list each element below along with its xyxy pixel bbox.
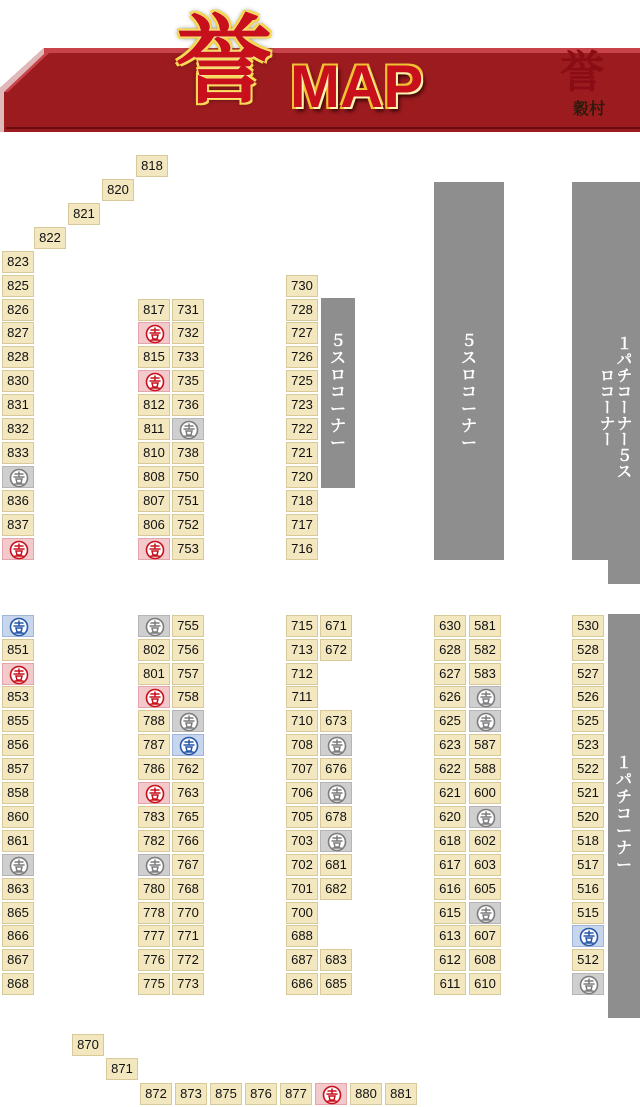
machine-slot[interactable]: 588 bbox=[469, 758, 501, 780]
machine-slot[interactable]: 516 bbox=[572, 878, 604, 900]
emblem-icon bbox=[145, 688, 165, 708]
machine-slot[interactable]: 673 bbox=[320, 710, 352, 732]
machine-slot[interactable]: 685 bbox=[320, 973, 352, 995]
machine-slot[interactable]: 870 bbox=[72, 1034, 104, 1056]
machine-slot[interactable]: 777 bbox=[138, 925, 170, 947]
machine-slot[interactable]: 787 bbox=[138, 734, 170, 756]
machine-slot[interactable]: 707 bbox=[286, 758, 318, 780]
machine-slot[interactable]: 627 bbox=[434, 663, 466, 685]
emblem-icon bbox=[579, 927, 599, 947]
machine-slot[interactable]: 773 bbox=[172, 973, 204, 995]
machine-slot[interactable]: 836 bbox=[2, 490, 34, 512]
machine-slot[interactable]: 735 bbox=[172, 370, 204, 392]
machine-slot[interactable]: 757 bbox=[172, 663, 204, 685]
machine-slot[interactable]: 806 bbox=[138, 514, 170, 536]
machine-slot[interactable]: 620 bbox=[434, 806, 466, 828]
emblem-icon bbox=[476, 904, 496, 924]
zone-label: １パチコーナー５スロコーナー bbox=[597, 335, 633, 479]
zone-1pachi-5slot-tail bbox=[608, 558, 640, 584]
emblem-icon bbox=[179, 712, 199, 732]
emblem-icon bbox=[145, 372, 165, 392]
machine-slot[interactable]: 522 bbox=[572, 758, 604, 780]
homare-emblem-icon[interactable] bbox=[172, 734, 204, 756]
machine-slot[interactable]: 722 bbox=[286, 418, 318, 440]
emblem-icon bbox=[145, 784, 165, 804]
machine-slot[interactable]: 837 bbox=[2, 514, 34, 536]
machine-slot[interactable]: 678 bbox=[320, 806, 352, 828]
machine-slot[interactable]: 817 bbox=[138, 299, 170, 321]
machine-slot[interactable]: 732 bbox=[172, 322, 204, 344]
emblem-icon bbox=[579, 975, 599, 995]
machine-slot[interactable]: 702 bbox=[286, 854, 318, 876]
machine-slot[interactable]: 818 bbox=[136, 155, 168, 177]
machine-slot[interactable]: 858 bbox=[2, 782, 34, 804]
emblem-icon bbox=[327, 832, 347, 852]
machine-slot[interactable]: 802 bbox=[138, 639, 170, 661]
title-kanji: 誉 bbox=[176, 4, 272, 117]
machine-slot[interactable]: 711 bbox=[286, 686, 318, 708]
emblem-icon bbox=[476, 688, 496, 708]
machine-slot[interactable]: 512 bbox=[572, 949, 604, 971]
machine-slot[interactable]: 518 bbox=[572, 830, 604, 852]
machine-slot[interactable]: 710 bbox=[286, 710, 318, 732]
machine-slot[interactable]: 822 bbox=[34, 227, 66, 249]
machine-slot[interactable]: 782 bbox=[138, 830, 170, 852]
machine-slot[interactable]: 628 bbox=[434, 639, 466, 661]
machine-slot[interactable]: 706 bbox=[286, 782, 318, 804]
machine-slot[interactable]: 687 bbox=[286, 949, 318, 971]
logo-kanji: 誉 bbox=[560, 47, 604, 98]
machine-slot[interactable]: 726 bbox=[286, 346, 318, 368]
machine-slot[interactable]: 622 bbox=[434, 758, 466, 780]
machine-slot[interactable]: 608 bbox=[469, 949, 501, 971]
machine-slot[interactable]: 866 bbox=[2, 925, 34, 947]
homare-emblem-icon[interactable] bbox=[2, 663, 34, 685]
machine-slot[interactable]: 626 bbox=[434, 686, 466, 708]
machine-slot[interactable]: 686 bbox=[286, 973, 318, 995]
machine-slot[interactable]: 765 bbox=[172, 806, 204, 828]
machine-slot[interactable]: 871 bbox=[106, 1058, 138, 1080]
machine-slot[interactable]: 877 bbox=[280, 1083, 312, 1105]
machine-slot[interactable]: 712 bbox=[286, 663, 318, 685]
machine-slot[interactable]: 526 bbox=[572, 686, 604, 708]
homare-emblem-icon[interactable] bbox=[138, 615, 170, 637]
machine-slot[interactable]: 762 bbox=[172, 758, 204, 780]
machine-slot[interactable]: 730 bbox=[286, 275, 318, 297]
machine-slot[interactable]: 770 bbox=[172, 902, 204, 924]
emblem-icon bbox=[476, 712, 496, 732]
zone-1pachi-5slot bbox=[572, 182, 640, 560]
machine-slot[interactable]: 820 bbox=[102, 179, 134, 201]
machine-slot[interactable]: 525 bbox=[572, 710, 604, 732]
machine-slot[interactable]: 736 bbox=[172, 394, 204, 416]
machine-slot[interactable]: 763 bbox=[172, 782, 204, 804]
machine-slot[interactable]: 861 bbox=[2, 830, 34, 852]
machine-slot[interactable]: 530 bbox=[572, 615, 604, 637]
machine-slot[interactable]: 600 bbox=[469, 782, 501, 804]
machine-slot[interactable]: 605 bbox=[469, 878, 501, 900]
machine-slot[interactable]: 623 bbox=[434, 734, 466, 756]
machine-slot[interactable]: 671 bbox=[320, 615, 352, 637]
machine-slot[interactable]: 602 bbox=[469, 830, 501, 852]
machine-slot[interactable]: 801 bbox=[138, 663, 170, 685]
machine-slot[interactable]: 603 bbox=[469, 854, 501, 876]
emblem-icon bbox=[179, 420, 199, 440]
machine-slot[interactable]: 723 bbox=[286, 394, 318, 416]
machine-slot[interactable]: 863 bbox=[2, 878, 34, 900]
homare-emblem-icon[interactable] bbox=[138, 686, 170, 708]
machine-slot[interactable]: 767 bbox=[172, 854, 204, 876]
machine-slot[interactable]: 676 bbox=[320, 758, 352, 780]
machine-slot[interactable]: 778 bbox=[138, 902, 170, 924]
machine-slot[interactable]: 857 bbox=[2, 758, 34, 780]
machine-slot[interactable]: 581 bbox=[469, 615, 501, 637]
homare-emblem-icon[interactable] bbox=[320, 734, 352, 756]
machine-slot[interactable]: 780 bbox=[138, 878, 170, 900]
homare-emblem-icon[interactable] bbox=[138, 322, 170, 344]
machine-slot[interactable]: 607 bbox=[469, 925, 501, 947]
machine-slot[interactable]: 856 bbox=[2, 734, 34, 756]
homare-emblem-icon[interactable] bbox=[315, 1083, 347, 1105]
machine-slot[interactable]: 873 bbox=[175, 1083, 207, 1105]
zone-1pachi bbox=[608, 614, 640, 1018]
machine-slot[interactable]: 876 bbox=[245, 1083, 277, 1105]
machine-slot[interactable]: 755 bbox=[172, 615, 204, 637]
machine-slot[interactable]: 853 bbox=[2, 686, 34, 708]
page-title: MAP bbox=[290, 53, 424, 120]
machine-slot[interactable]: 700 bbox=[286, 902, 318, 924]
homare-emblem-icon[interactable] bbox=[138, 782, 170, 804]
machine-slot[interactable]: 718 bbox=[286, 490, 318, 512]
homare-emblem-icon[interactable] bbox=[572, 973, 604, 995]
machine-slot[interactable]: 683 bbox=[320, 949, 352, 971]
machine-slot[interactable]: 733 bbox=[172, 346, 204, 368]
emblem-icon bbox=[9, 665, 29, 685]
machine-slot[interactable]: 830 bbox=[2, 370, 34, 392]
homare-emblem-icon[interactable] bbox=[469, 686, 501, 708]
emblem-icon bbox=[179, 736, 199, 756]
machine-slot[interactable]: 587 bbox=[469, 734, 501, 756]
machine-slot[interactable]: 815 bbox=[138, 346, 170, 368]
emblem-icon bbox=[145, 856, 165, 876]
machine-slot[interactable]: 731 bbox=[172, 299, 204, 321]
machine-slot[interactable]: 630 bbox=[434, 615, 466, 637]
machine-slot[interactable]: 582 bbox=[469, 639, 501, 661]
machine-slot[interactable]: 688 bbox=[286, 925, 318, 947]
machine-slot[interactable]: 872 bbox=[140, 1083, 172, 1105]
machine-slot[interactable]: 851 bbox=[2, 639, 34, 661]
machine-slot[interactable]: 612 bbox=[434, 949, 466, 971]
machine-slot[interactable]: 776 bbox=[138, 949, 170, 971]
zone-label: ５スロコーナー bbox=[460, 331, 477, 452]
machine-slot[interactable]: 528 bbox=[572, 639, 604, 661]
machine-slot[interactable]: 810 bbox=[138, 442, 170, 464]
machine-slot[interactable]: 617 bbox=[434, 854, 466, 876]
machine-slot[interactable]: 520 bbox=[572, 806, 604, 828]
machine-slot[interactable]: 766 bbox=[172, 830, 204, 852]
machine-slot[interactable]: 713 bbox=[286, 639, 318, 661]
machine-slot[interactable]: 615 bbox=[434, 902, 466, 924]
machine-slot[interactable]: 825 bbox=[2, 275, 34, 297]
machine-slot[interactable]: 831 bbox=[2, 394, 34, 416]
machine-slot[interactable]: 527 bbox=[572, 663, 604, 685]
machine-slot[interactable]: 523 bbox=[572, 734, 604, 756]
logo-subtitle: 穀村 bbox=[572, 99, 605, 118]
machine-slot[interactable]: 875 bbox=[210, 1083, 242, 1105]
emblem-icon bbox=[476, 808, 496, 828]
machine-slot[interactable]: 752 bbox=[172, 514, 204, 536]
machine-slot[interactable]: 738 bbox=[172, 442, 204, 464]
machine-slot[interactable]: 521 bbox=[572, 782, 604, 804]
machine-slot[interactable]: 625 bbox=[434, 710, 466, 732]
machine-slot[interactable]: 610 bbox=[469, 973, 501, 995]
homare-emblem-icon[interactable] bbox=[2, 854, 34, 876]
machine-slot[interactable]: 705 bbox=[286, 806, 318, 828]
machine-slot[interactable]: 788 bbox=[138, 710, 170, 732]
emblem-icon bbox=[9, 540, 29, 560]
machine-slot[interactable]: 758 bbox=[172, 686, 204, 708]
machine-slot[interactable]: 868 bbox=[2, 973, 34, 995]
machine-slot[interactable]: 832 bbox=[2, 418, 34, 440]
machine-slot[interactable]: 618 bbox=[434, 830, 466, 852]
machine-slot[interactable]: 613 bbox=[434, 925, 466, 947]
homare-emblem-icon[interactable] bbox=[138, 538, 170, 560]
machine-slot[interactable]: 517 bbox=[572, 854, 604, 876]
machine-slot[interactable]: 703 bbox=[286, 830, 318, 852]
machine-slot[interactable]: 751 bbox=[172, 490, 204, 512]
machine-slot[interactable]: 860 bbox=[2, 806, 34, 828]
store-logo bbox=[548, 48, 630, 130]
machine-slot[interactable]: 717 bbox=[286, 514, 318, 536]
machine-slot[interactable]: 821 bbox=[68, 203, 100, 225]
emblem-icon bbox=[322, 1085, 342, 1105]
homare-emblem-icon[interactable] bbox=[469, 902, 501, 924]
machine-slot[interactable]: 786 bbox=[138, 758, 170, 780]
machine-slot[interactable]: 750 bbox=[172, 466, 204, 488]
homare-emblem-icon[interactable] bbox=[172, 418, 204, 440]
machine-slot[interactable]: 772 bbox=[172, 949, 204, 971]
machine-slot[interactable]: 827 bbox=[2, 322, 34, 344]
machine-slot[interactable]: 865 bbox=[2, 902, 34, 924]
emblem-icon bbox=[145, 324, 165, 344]
machine-slot[interactable]: 867 bbox=[2, 949, 34, 971]
machine-slot[interactable]: 855 bbox=[2, 710, 34, 732]
emblem-icon bbox=[327, 784, 347, 804]
machine-slot[interactable]: 756 bbox=[172, 639, 204, 661]
machine-slot[interactable]: 808 bbox=[138, 466, 170, 488]
machine-slot[interactable]: 515 bbox=[572, 902, 604, 924]
homare-emblem-icon[interactable] bbox=[320, 830, 352, 852]
homare-emblem-icon[interactable] bbox=[2, 538, 34, 560]
machine-slot[interactable]: 768 bbox=[172, 878, 204, 900]
machine-slot[interactable]: 727 bbox=[286, 322, 318, 344]
zone-label: １パチコーナー bbox=[615, 753, 632, 874]
machine-slot[interactable]: 783 bbox=[138, 806, 170, 828]
machine-slot[interactable]: 682 bbox=[320, 878, 352, 900]
machine-slot[interactable]: 811 bbox=[138, 418, 170, 440]
homare-emblem-icon[interactable] bbox=[320, 782, 352, 804]
emblem-icon bbox=[9, 617, 29, 637]
machine-slot[interactable]: 771 bbox=[172, 925, 204, 947]
machine-slot[interactable]: 725 bbox=[286, 370, 318, 392]
machine-slot[interactable]: 616 bbox=[434, 878, 466, 900]
emblem-icon bbox=[9, 856, 29, 876]
zone-label: ５スロコーナー bbox=[329, 331, 346, 452]
machine-slot[interactable]: 701 bbox=[286, 878, 318, 900]
emblem-icon bbox=[145, 540, 165, 560]
machine-slot[interactable]: 715 bbox=[286, 615, 318, 637]
machine-slot[interactable]: 880 bbox=[350, 1083, 382, 1105]
machine-slot[interactable]: 753 bbox=[172, 538, 204, 560]
homare-emblem-icon[interactable] bbox=[172, 710, 204, 732]
machine-slot[interactable]: 583 bbox=[469, 663, 501, 685]
machine-slot[interactable]: 728 bbox=[286, 299, 318, 321]
machine-slot[interactable]: 611 bbox=[434, 973, 466, 995]
homare-emblem-icon[interactable] bbox=[572, 925, 604, 947]
zone-5slot-small bbox=[321, 298, 355, 488]
machine-slot[interactable]: 721 bbox=[286, 442, 318, 464]
header-banner bbox=[0, 0, 640, 140]
machine-slot[interactable]: 672 bbox=[320, 639, 352, 661]
machine-slot[interactable]: 828 bbox=[2, 346, 34, 368]
emblem-icon bbox=[145, 617, 165, 637]
machine-slot[interactable]: 812 bbox=[138, 394, 170, 416]
homare-emblem-icon[interactable] bbox=[138, 370, 170, 392]
machine-slot[interactable]: 823 bbox=[2, 251, 34, 273]
machine-slot[interactable]: 833 bbox=[2, 442, 34, 464]
zone-5slot-mid bbox=[434, 182, 504, 560]
homare-emblem-icon[interactable] bbox=[2, 615, 34, 637]
machine-slot[interactable]: 807 bbox=[138, 490, 170, 512]
homare-emblem-icon[interactable] bbox=[138, 854, 170, 876]
emblem-icon bbox=[9, 468, 29, 488]
emblem-icon bbox=[327, 736, 347, 756]
machine-slot[interactable]: 716 bbox=[286, 538, 318, 560]
machine-slot[interactable]: 826 bbox=[2, 299, 34, 321]
homare-emblem-icon[interactable] bbox=[2, 466, 34, 488]
machine-slot[interactable]: 681 bbox=[320, 854, 352, 876]
machine-slot[interactable]: 720 bbox=[286, 466, 318, 488]
machine-slot[interactable]: 708 bbox=[286, 734, 318, 756]
machine-slot[interactable]: 881 bbox=[385, 1083, 417, 1105]
machine-slot[interactable]: 775 bbox=[138, 973, 170, 995]
machine-slot[interactable]: 621 bbox=[434, 782, 466, 804]
homare-emblem-icon[interactable] bbox=[469, 710, 501, 732]
homare-emblem-icon[interactable] bbox=[469, 806, 501, 828]
